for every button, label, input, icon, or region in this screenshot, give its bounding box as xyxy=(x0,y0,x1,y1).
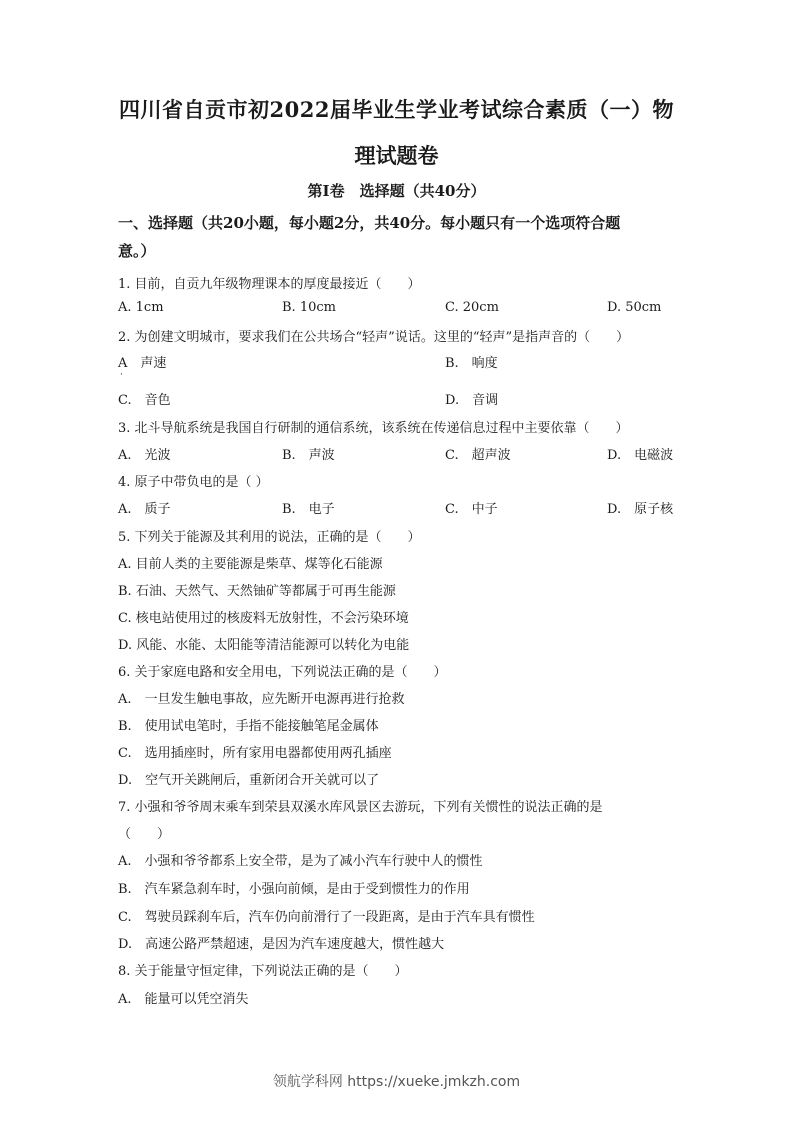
question-7-option-b: B. 汽车紧急刹车时，小强向前倾，是由于受到惯性力的作用 xyxy=(118,882,470,897)
question-3-option-d: D. 电磁波 xyxy=(607,448,674,463)
instructions-line1: 一、选择题（共20小题，每小题2分，共40分。每小题只有一个选项符合题 xyxy=(118,214,621,232)
question-1-option-c: C. 20cm xyxy=(445,300,499,315)
question-1-stem: 1. 目前，自贡九年级物理课本的厚度最接近（ ） xyxy=(118,277,421,292)
question-1-option-a: A. 1cm xyxy=(118,300,164,315)
question-7-option-c: C. 驾驶员踩刹车后，汽车仍向前滑行了一段距离，是由于汽车具有惯性 xyxy=(118,910,535,925)
question-3-option-a: A. 光波 xyxy=(118,448,171,463)
question-2-option-b: B. 响度 xyxy=(445,356,498,371)
question-4-option-c: C. 中子 xyxy=(445,502,498,517)
question-3-stem: 3. 北斗导航系统是我国自行研制的通信系统，该系统在传递信息过程中主要依靠（ ） xyxy=(118,421,629,436)
question-6-option-b: B. 使用试电笔时，手指不能接触笔尾金属体 xyxy=(118,719,379,734)
question-7-stem-continued: （ ） xyxy=(118,827,171,842)
question-7-stem: 7. 小强和爷爷周末乘车到荣县双溪水库风景区去游玩，下列有关惯性的说法正确的是 xyxy=(118,800,603,815)
question-2-option-d: D. 音调 xyxy=(445,393,499,408)
question-6-stem: 6. 关于家庭电路和安全用电，下列说法正确的是（ ） xyxy=(118,665,447,680)
question-6-option-a: A. 一旦发生触电事故，应先断开电源再进行抢救 xyxy=(118,692,405,707)
question-6-option-d: D. 空气开关跳闸后，重新闭合开关就可以了 xyxy=(118,773,380,788)
question-4-option-d: D. 原子核 xyxy=(607,502,674,517)
question-8-stem: 8. 关于能量守恒定律，下列说法正确的是（ ） xyxy=(118,964,408,979)
page-footer-watermark: 领航学科网 https://xueke.jmkzh.com xyxy=(272,1074,521,1090)
stray-dot-mark: · xyxy=(120,370,123,380)
question-7-option-a: A. 小强和爷爷都系上安全带，是为了减小汽车行驶中人的惯性 xyxy=(118,854,483,869)
question-5-option-a: A. 目前人类的主要能源是柴草、煤等化石能源 xyxy=(118,557,383,572)
question-4-stem: 4. 原子中带负电的是（ ） xyxy=(118,475,269,490)
question-2-option-a: A 声速 xyxy=(118,356,167,371)
question-1-option-b: B. 10cm xyxy=(282,300,336,315)
question-1-option-d: D. 50cm xyxy=(607,300,662,315)
exam-title-line2: 理试题卷 xyxy=(354,143,439,168)
section-heading: 第Ⅰ卷 选择题（共40分） xyxy=(307,182,486,200)
question-2-option-c: C. 音色 xyxy=(118,393,171,408)
question-5-option-d: D. 风能、水能、太阳能等清洁能源可以转化为电能 xyxy=(118,638,410,653)
question-5-option-b: B. 石油、天然气、天然铀矿等都属于可再生能源 xyxy=(118,584,396,599)
question-8-option-a: A. 能量可以凭空消失 xyxy=(118,992,249,1007)
question-4-option-b: B. 电子 xyxy=(282,502,335,517)
question-5-option-c: C. 核电站使用过的核废料无放射性，不会污染环境 xyxy=(118,611,409,626)
instructions-line2: 意。） xyxy=(118,242,156,260)
question-3-option-b: B. 声波 xyxy=(282,448,335,463)
question-5-stem: 5. 下列关于能源及其利用的说法，正确的是（ ） xyxy=(118,530,421,545)
question-2-stem: 2. 为创建文明城市，要求我们在公共场合“轻声”说话。这里的“轻声”是指声音的（ ） xyxy=(118,330,630,345)
question-4-option-a: A. 质子 xyxy=(118,502,171,517)
question-3-option-c: C. 超声波 xyxy=(445,448,511,463)
question-6-option-c: C. 选用插座时，所有家用电器都使用两孔插座 xyxy=(118,746,392,761)
question-7-option-d: D. 高速公路严禁超速，是因为汽车速度越大，惯性越大 xyxy=(118,937,445,952)
exam-title-line1: 四川省自贡市初2022届毕业生学业考试综合素质（一）物 xyxy=(119,97,674,122)
